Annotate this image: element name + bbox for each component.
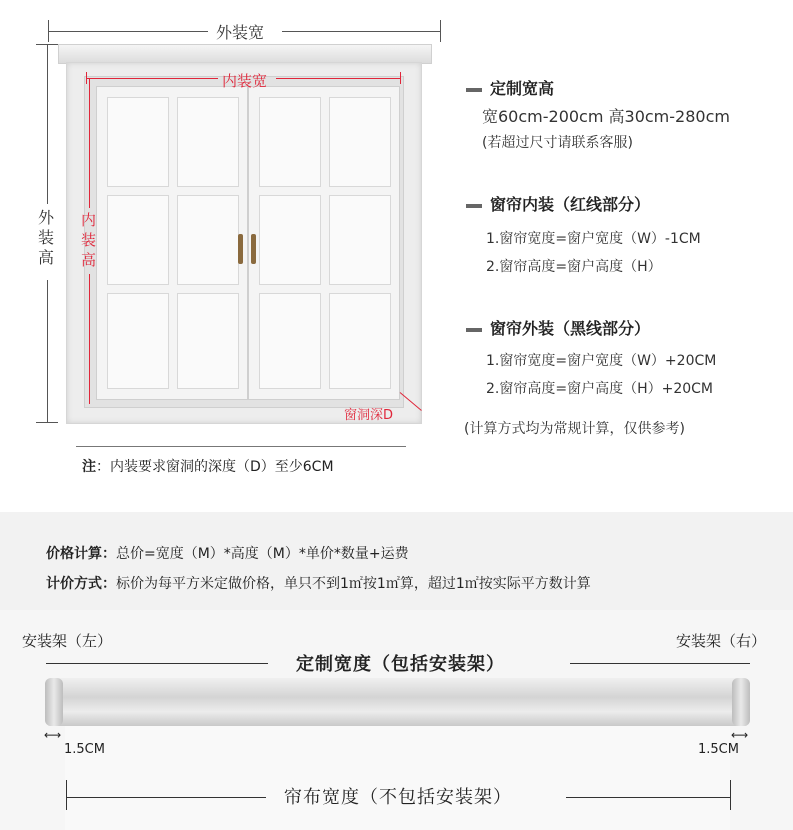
fabric-area bbox=[65, 726, 730, 830]
outer-height-line-top bbox=[47, 44, 48, 204]
offset-left-arrow: ⟷ bbox=[44, 728, 62, 742]
inner-width-tick-right bbox=[400, 72, 401, 84]
custom-size-note: (若超过尺寸请联系客服) bbox=[482, 135, 633, 151]
inner-install-title-text: 窗帘内装（红线部分） bbox=[490, 195, 651, 214]
price-calc-text: 总价=宽度（M）*高度（M）*单价*数量+运费 bbox=[116, 546, 409, 562]
depth-label: 窗洞深D bbox=[344, 408, 394, 423]
outer-width-line-right bbox=[282, 31, 440, 32]
inner-width-tick-left bbox=[86, 72, 87, 84]
calc-note: (计算方式均为常规计算，仅供参考) bbox=[464, 421, 685, 437]
right-pane-4 bbox=[329, 195, 391, 285]
inner-height-label: 内 装 高 bbox=[81, 211, 97, 269]
right-pane-1 bbox=[259, 97, 321, 187]
bracket-right-label: 安装架（右） bbox=[676, 632, 767, 650]
depth-note-text: ：内装要求窗洞的深度（D）至少6CM bbox=[96, 459, 334, 475]
custom-size-title-text: 定制宽高 bbox=[490, 79, 555, 98]
outer-width-tick-right bbox=[440, 20, 441, 42]
dash-icon bbox=[466, 204, 482, 208]
fabric-width-label: 帘布宽度（不包括安装架） bbox=[284, 787, 512, 808]
price-calc-label: 价格计算： bbox=[46, 546, 116, 562]
window-handle-right bbox=[251, 234, 256, 264]
bracket-right-cap bbox=[732, 678, 750, 726]
price-calc bbox=[46, 543, 409, 563]
right-pane-3 bbox=[259, 195, 321, 285]
custom-size-title bbox=[466, 76, 554, 99]
depth-note-prefix: 注 bbox=[82, 459, 96, 475]
right-pane-6 bbox=[329, 293, 391, 389]
outer-width-line-left bbox=[48, 31, 208, 32]
inner-install-title bbox=[466, 192, 650, 215]
fabric-width-line-right bbox=[566, 797, 730, 798]
fabric-width-tick-left bbox=[66, 780, 67, 810]
inner-width-line-left bbox=[86, 78, 218, 79]
fabric-width-tick-right bbox=[730, 780, 731, 810]
outer-install-title-text: 窗帘外装（黑线部分） bbox=[490, 319, 651, 338]
inner-width-label: 内装宽 bbox=[222, 72, 268, 90]
inner-height-line-bottom bbox=[89, 274, 90, 404]
dash-icon bbox=[466, 88, 482, 92]
custom-width-line-right bbox=[570, 663, 750, 664]
inner-width-line-right bbox=[276, 78, 400, 79]
outer-width-label: 外装宽 bbox=[216, 23, 265, 42]
inner-install-line-1: 1.窗帘宽度=窗户宽度（W）-1CM bbox=[486, 231, 701, 247]
roller-tube bbox=[45, 678, 750, 726]
custom-size-range: 宽60cm-200cm 高30cm-280cm bbox=[482, 107, 730, 126]
window-base-line bbox=[76, 446, 406, 447]
dash-icon bbox=[466, 328, 482, 332]
window-handle-left bbox=[238, 234, 243, 264]
outer-height-tick-bottom bbox=[36, 422, 58, 423]
outer-install-title bbox=[466, 316, 650, 339]
bracket-left-label: 安装架（左） bbox=[22, 632, 113, 650]
left-pane-6 bbox=[177, 293, 239, 389]
right-pane-2 bbox=[329, 97, 391, 187]
bracket-left-cap bbox=[45, 678, 63, 726]
offset-left-label: 1.5CM bbox=[64, 742, 105, 757]
inner-install-line-2: 2.窗帘高度=窗户高度（H） bbox=[486, 259, 662, 275]
left-pane-1 bbox=[107, 97, 169, 187]
offset-right-label: 1.5CM bbox=[698, 742, 739, 757]
custom-width-line-left bbox=[46, 663, 268, 664]
pricing-method-label: 计价方式： bbox=[46, 576, 116, 592]
outer-height-label: 外 装 高 bbox=[38, 208, 55, 267]
left-pane-5 bbox=[107, 293, 169, 389]
pricing-method-text: 标价为每平方米定做价格，单只不到1㎡按1㎡算，超过1㎡按实际平方数计算 bbox=[116, 576, 591, 592]
right-pane-5 bbox=[259, 293, 321, 389]
left-pane-2 bbox=[177, 97, 239, 187]
offset-right-arrow: ⟷ bbox=[731, 728, 749, 742]
outer-install-line-1: 1.窗帘宽度=窗户宽度（W）+20CM bbox=[486, 353, 717, 369]
left-pane-3 bbox=[107, 195, 169, 285]
window-left-sash bbox=[96, 86, 248, 400]
depth-note bbox=[82, 456, 334, 476]
window-right-sash bbox=[248, 86, 400, 400]
outer-install-line-2: 2.窗帘高度=窗户高度（H）+20CM bbox=[486, 381, 714, 397]
left-pane-4 bbox=[177, 195, 239, 285]
window-top-cornice bbox=[58, 44, 432, 64]
inner-height-line-top bbox=[89, 78, 90, 208]
custom-width-label: 定制宽度（包括安装架） bbox=[296, 654, 505, 675]
outer-height-line-bottom bbox=[47, 280, 48, 422]
fabric-width-line-left bbox=[66, 797, 266, 798]
pricing-method bbox=[46, 573, 591, 593]
